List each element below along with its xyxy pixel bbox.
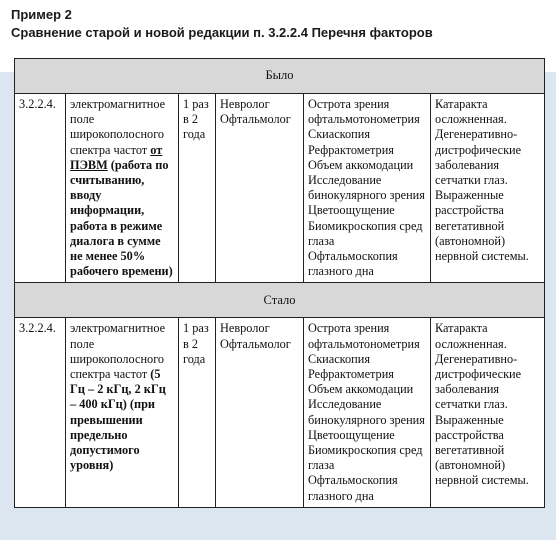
- contraindications-cell: Катаракта осложненная. Дегенеративно-дистрофические заболевания сетчатки глаз. Выраженные расстройства вегетативной (автономной) нервной системы.: [431, 318, 545, 507]
- exam: Рефрактометрия: [308, 367, 394, 382]
- exam: Объем аккомодации: [308, 157, 414, 172]
- exam: Офтальмоскопия глазного дна: [308, 473, 398, 503]
- exam: Скиаскопия: [308, 127, 370, 142]
- doctor: Офтальмолог: [220, 112, 291, 127]
- exam: Скиаскопия: [308, 351, 370, 366]
- section-title-old: Было: [15, 59, 545, 94]
- exam: Исследование бинокулярного зрения: [308, 397, 425, 427]
- table-row-new: [15, 318, 545, 507]
- factor-text: электромагнитное поле широкополосного спектра частот: [70, 97, 166, 157]
- exam: Биомикроскопия сред глаза: [308, 443, 423, 473]
- factor-cell: [66, 94, 179, 283]
- frequency-cell: 1 раз в 2 года: [179, 318, 216, 507]
- section-header-new: [15, 283, 545, 318]
- doctor: Невролог: [220, 97, 270, 111]
- factor-cell: [66, 318, 179, 507]
- exam: Биомикроскопия сред глаза: [308, 218, 423, 248]
- example-title: Пример 2: [11, 7, 72, 22]
- exam: Объем аккомодации: [308, 382, 414, 397]
- doctor: Офтальмолог: [220, 336, 291, 351]
- table-row-old: [15, 94, 545, 283]
- exams-cell: [304, 318, 431, 507]
- exam: Цветоощущение: [308, 427, 395, 442]
- exam: Офтальмоскопия глазного дна: [308, 249, 398, 279]
- doctor: Невролог: [220, 321, 270, 336]
- item-code: 3.2.2.4.: [15, 94, 66, 283]
- frequency-cell: 1 раз в 2 года: [179, 94, 216, 283]
- exam: Исследование бинокулярного зрения: [308, 173, 425, 203]
- exams-cell: [304, 94, 431, 283]
- factor-bold: (5 Гц – 2 кГц, 2 кГц – 400 кГц) (при превышении предельно допустимого уровня): [70, 367, 166, 473]
- factor-text: электромагнитное поле широкополосного спектра частот: [70, 321, 166, 382]
- exam: Рефрактометрия: [308, 142, 394, 157]
- factor-underlined: от ПЭВМ: [70, 142, 163, 172]
- section-header-old: [15, 59, 545, 94]
- factor-bold: (работа по считыванию, вводу информации, работа в режиме диалога в сумме не менее 50% рабочего времени): [70, 157, 173, 279]
- section-title-new: Стало: [15, 283, 545, 318]
- example-heading: [11, 6, 551, 42]
- doctors-cell: [216, 94, 304, 283]
- item-code: 3.2.2.4.: [15, 318, 66, 507]
- contraindications-cell: Катаракта осложненная. Дегенеративно-дистрофические заболевания сетчатки глаз. Выраженные расстройства вегетативной (автономной) нервной системы.: [431, 94, 545, 283]
- exam: Острота зрения: [308, 97, 390, 111]
- comparison-table: [14, 58, 545, 508]
- exam: офтальмотонометрия: [308, 112, 420, 127]
- exam: Острота зрения: [308, 321, 390, 336]
- exam: Цветоощущение: [308, 203, 395, 218]
- comparison-subtitle: Сравнение старой и новой редакции п. 3.2.2.4 Перечня факторов: [11, 25, 433, 40]
- doctors-cell: [216, 318, 304, 507]
- exam: офтальмотонометрия: [308, 336, 420, 351]
